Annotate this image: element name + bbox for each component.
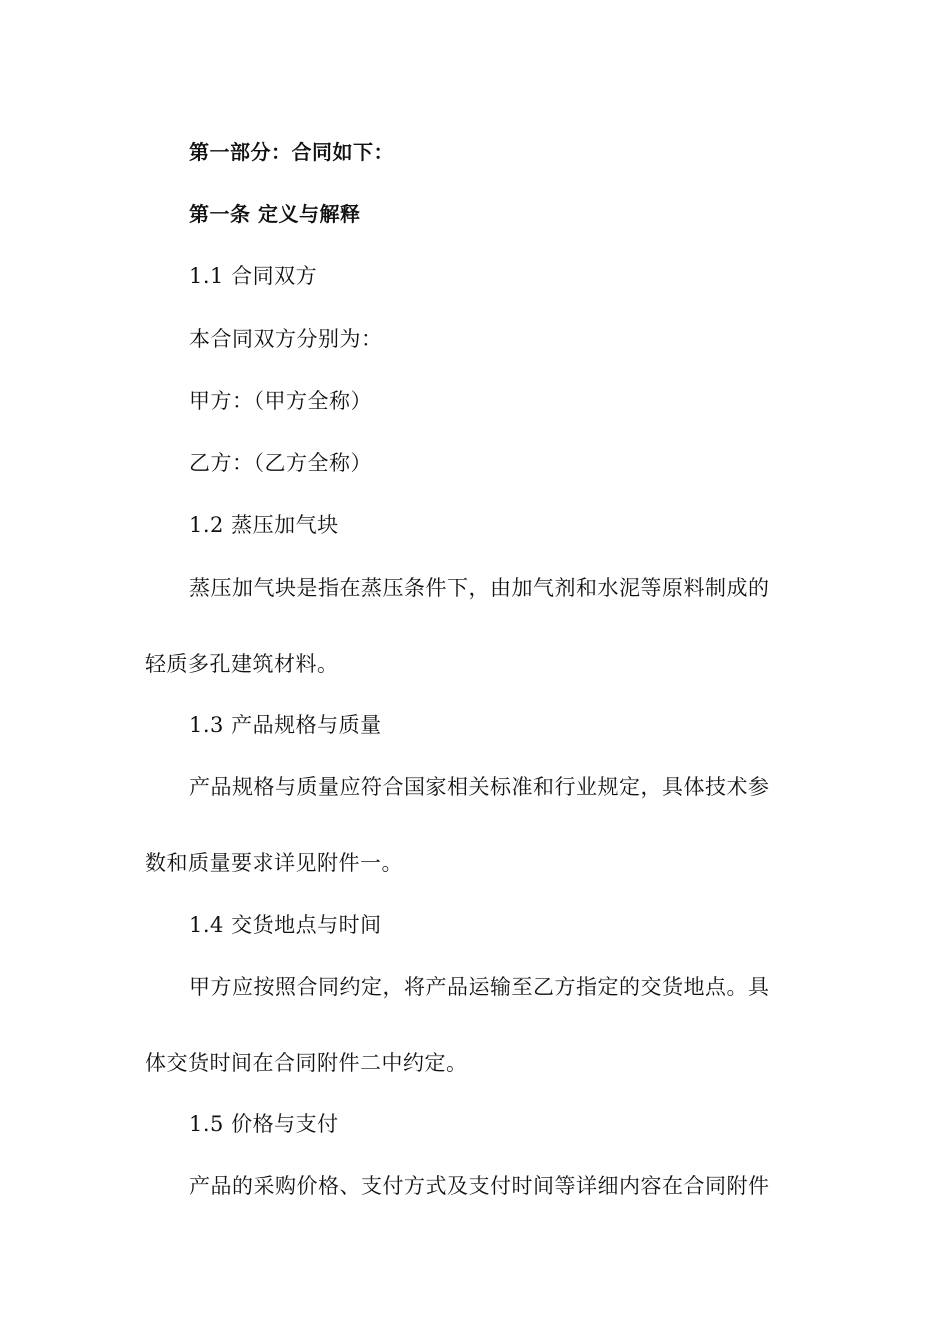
article-heading: 第一条 定义与解释 <box>189 202 361 226</box>
paragraph-line: 数和质量要求详见附件一。 <box>145 851 403 875</box>
paragraph-line: 体交货时间在合同附件二中约定。 <box>145 1051 468 1075</box>
part-heading: 第一部分：合同如下： <box>189 140 394 164</box>
paragraph-line: 乙方：（乙方全称） <box>189 451 372 475</box>
paragraph-line: 甲方应按照合同约定，将产品运输至乙方指定的交货地点。具 <box>189 975 770 999</box>
paragraph-line: 甲方：（甲方全称） <box>189 389 372 413</box>
paragraph-line: 产品规格与质量应符合国家相关标准和行业规定，具体技术参 <box>189 775 770 799</box>
section-title: 1.3 产品规格与质量 <box>189 713 382 737</box>
section-title: 1.1 合同双方 <box>189 264 318 288</box>
paragraph-line: 本合同双方分别为： <box>189 327 383 351</box>
section-title: 1.5 价格与支付 <box>189 1112 339 1136</box>
paragraph-line: 轻质多孔建筑材料。 <box>145 652 339 676</box>
section-title: 1.2 蒸压加气块 <box>189 513 339 537</box>
section-title: 1.4 交货地点与时间 <box>189 913 382 937</box>
paragraph-line: 蒸压加气块是指在蒸压条件下，由加气剂和水泥等原料制成的 <box>189 576 770 600</box>
paragraph-line: 产品的采购价格、支付方式及支付时间等详细内容在合同附件 <box>189 1174 770 1198</box>
